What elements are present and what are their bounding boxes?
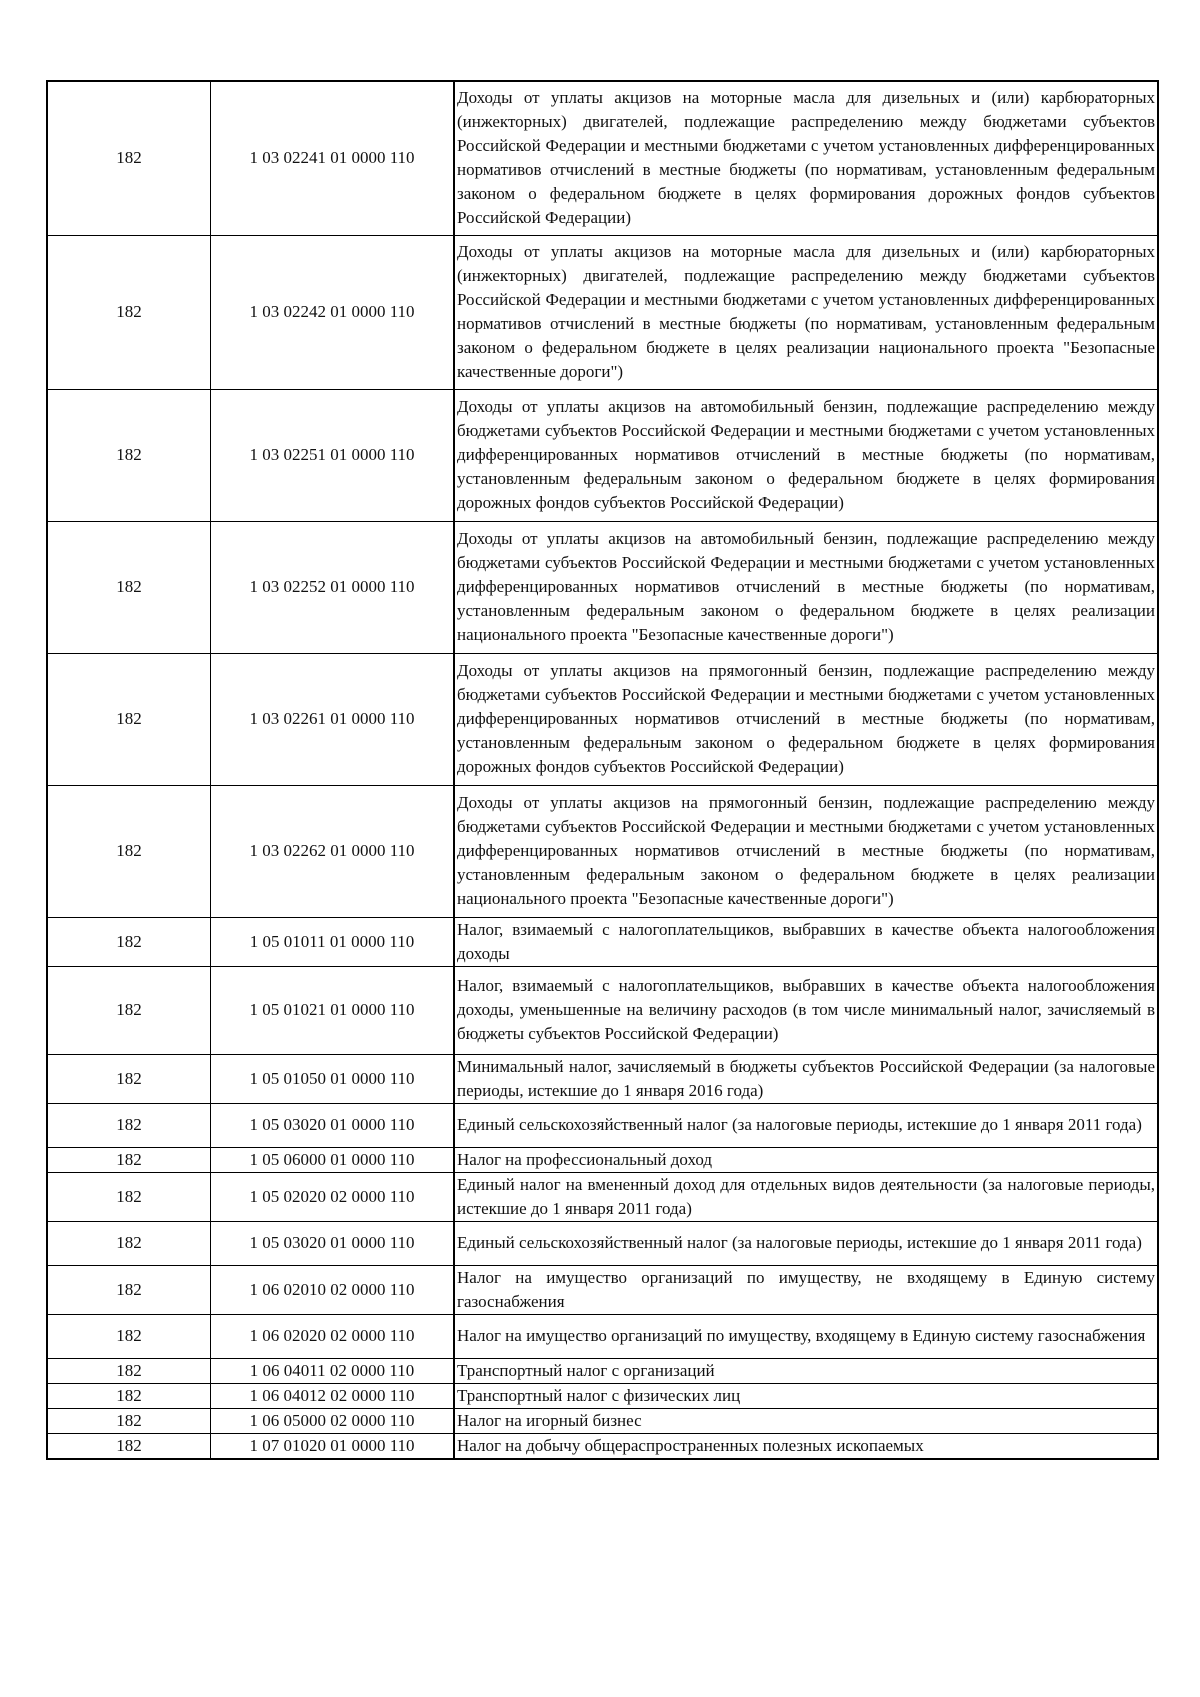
budget-code-cell: 1 05 02020 02 0000 110: [211, 1172, 455, 1221]
revenue-name-cell: Доходы от уплаты акцизов на автомобильный бензин, подлежащие распределению между бюджетами субъектов Российской Федерации и местными бюджетами с учетом установленных дифференцированных нормативов отчислений в местные бюджеты (по нормативам, установленным федеральным законом о федеральном бюджете в целях реализации национального проекта "Безопасные качественные дороги"): [454, 521, 1158, 653]
budget-code-cell: 1 03 02262 01 0000 110: [211, 785, 455, 917]
table-row: [47, 1221, 1158, 1265]
budget-code-cell: 1 06 04011 02 0000 110: [211, 1358, 455, 1383]
revenue-name-cell: Налог, взимаемый с налогоплательщиков, выбравших в качестве объекта налогообложения доходы: [454, 917, 1158, 966]
revenue-name-cell: Доходы от уплаты акцизов на прямогонный бензин, подлежащие распределению между бюджетами субъектов Российской Федерации и местными бюджетами с учетом установленных дифференцированных нормативов отчислений в местные бюджеты (по нормативам, установленным федеральным законом о федеральном бюджете в целях формирования дорожных фондов субъектов Российской Федерации): [454, 653, 1158, 785]
revenue-name-cell: Налог на добычу общераспространенных полезных ископаемых: [454, 1433, 1158, 1459]
admin-code-cell: 182: [47, 966, 211, 1054]
admin-code-cell: 182: [47, 1265, 211, 1314]
table-row: [47, 1147, 1158, 1172]
revenue-name-cell: Доходы от уплаты акцизов на прямогонный бензин, подлежащие распределению между бюджетами субъектов Российской Федерации и местными бюджетами с учетом установленных дифференцированных нормативов отчислений в местные бюджеты (по нормативам, установленным федеральным законом о федеральном бюджете в целях реализации национального проекта "Безопасные качественные дороги"): [454, 785, 1158, 917]
budget-code-cell: 1 05 03020 01 0000 110: [211, 1103, 455, 1147]
budget-code-cell: 1 07 01020 01 0000 110: [211, 1433, 455, 1459]
budget-code-cell: 1 05 01011 01 0000 110: [211, 917, 455, 966]
budget-code-cell: 1 03 02241 01 0000 110: [211, 81, 455, 235]
revenue-name-cell: Доходы от уплаты акцизов на моторные масла для дизельных и (или) карбюраторных (инжекторных) двигателей, подлежащие распределению между бюджетами субъектов Российской Федерации и местными бюджетами с учетом установленных дифференцированных нормативов отчислений в местные бюджеты (по нормативам, установленным федеральным законом о федеральном бюджете в целях реализации национального проекта "Безопасные качественные дороги"): [454, 235, 1158, 389]
budget-code-cell: 1 05 01021 01 0000 110: [211, 966, 455, 1054]
revenue-name-cell: Налог на профессиональный доход: [454, 1147, 1158, 1172]
table-row: [47, 389, 1158, 521]
revenue-name-cell: Доходы от уплаты акцизов на автомобильный бензин, подлежащие распределению между бюджетами субъектов Российской Федерации и местными бюджетами с учетом установленных дифференцированных нормативов отчислений в местные бюджеты (по нормативам, установленным федеральным законом о федеральном бюджете в целях формирования дорожных фондов субъектов Российской Федерации): [454, 389, 1158, 521]
table-row: [47, 235, 1158, 389]
table-row: [47, 1383, 1158, 1408]
budget-code-cell: 1 06 04012 02 0000 110: [211, 1383, 455, 1408]
revenue-name-cell: Единый налог на вмененный доход для отдельных видов деятельности (за налоговые периоды, истекшие до 1 января 2011 года): [454, 1172, 1158, 1221]
admin-code-cell: 182: [47, 1314, 211, 1358]
budget-code-cell: 1 05 06000 01 0000 110: [211, 1147, 455, 1172]
admin-code-cell: 182: [47, 1054, 211, 1103]
admin-code-cell: 182: [47, 785, 211, 917]
budget-code-cell: 1 06 02020 02 0000 110: [211, 1314, 455, 1358]
admin-code-cell: 182: [47, 1221, 211, 1265]
table-row: [47, 1358, 1158, 1383]
table-row: [47, 1054, 1158, 1103]
budget-code-cell: 1 06 02010 02 0000 110: [211, 1265, 455, 1314]
revenue-name-cell: Единый сельскохозяйственный налог (за налоговые периоды, истекшие до 1 января 2011 года): [454, 1103, 1158, 1147]
admin-code-cell: 182: [47, 1103, 211, 1147]
admin-code-cell: 182: [47, 653, 211, 785]
admin-code-cell: 182: [47, 917, 211, 966]
revenue-name-cell: Налог на имущество организаций по имуществу, не входящему в Единую систему газоснабжения: [454, 1265, 1158, 1314]
revenue-name-cell: Транспортный налог с организаций: [454, 1358, 1158, 1383]
revenue-name-cell: Налог на игорный бизнес: [454, 1408, 1158, 1433]
admin-code-cell: 182: [47, 521, 211, 653]
budget-code-cell: 1 03 02242 01 0000 110: [211, 235, 455, 389]
revenue-name-cell: Доходы от уплаты акцизов на моторные масла для дизельных и (или) карбюраторных (инжекторных) двигателей, подлежащие распределению между бюджетами субъектов Российской Федерации и местными бюджетами с учетом установленных дифференцированных нормативов отчислений в местные бюджеты (по нормативам, установленным федеральным законом о федеральном бюджете в целях формирования дорожных фондов субъектов Российской Федерации): [454, 81, 1158, 235]
table-row: [47, 1408, 1158, 1433]
admin-code-cell: 182: [47, 1383, 211, 1408]
revenue-name-cell: Налог, взимаемый с налогоплательщиков, выбравших в качестве объекта налогообложения доходы, уменьшенные на величину расходов (в том числе минимальный налог, зачисляемый в бюджеты субъектов Российской Федерации): [454, 966, 1158, 1054]
document-page: [46, 80, 1159, 1460]
revenue-codes-table: [46, 80, 1159, 1460]
budget-code-cell: 1 03 02251 01 0000 110: [211, 389, 455, 521]
revenue-name-cell: Налог на имущество организаций по имуществу, входящему в Единую систему газоснабжения: [454, 1314, 1158, 1358]
revenue-name-cell: Транспортный налог с физических лиц: [454, 1383, 1158, 1408]
table-row: [47, 785, 1158, 917]
admin-code-cell: 182: [47, 1358, 211, 1383]
table-row: [47, 1172, 1158, 1221]
table-row: [47, 1314, 1158, 1358]
budget-code-cell: 1 06 05000 02 0000 110: [211, 1408, 455, 1433]
budget-code-cell: 1 03 02252 01 0000 110: [211, 521, 455, 653]
revenue-name-cell: Минимальный налог, зачисляемый в бюджеты субъектов Российской Федерации (за налоговые периоды, истекшие до 1 января 2016 года): [454, 1054, 1158, 1103]
admin-code-cell: 182: [47, 81, 211, 235]
table-row: [47, 1433, 1158, 1459]
table-row: [47, 1103, 1158, 1147]
table-row: [47, 653, 1158, 785]
table-row: [47, 521, 1158, 653]
budget-code-cell: 1 05 01050 01 0000 110: [211, 1054, 455, 1103]
admin-code-cell: 182: [47, 389, 211, 521]
admin-code-cell: 182: [47, 1172, 211, 1221]
revenue-name-cell: Единый сельскохозяйственный налог (за налоговые периоды, истекшие до 1 января 2011 года): [454, 1221, 1158, 1265]
admin-code-cell: 182: [47, 1147, 211, 1172]
table-row: [47, 81, 1158, 235]
admin-code-cell: 182: [47, 1408, 211, 1433]
admin-code-cell: 182: [47, 1433, 211, 1459]
table-row: [47, 966, 1158, 1054]
table-row: [47, 917, 1158, 966]
table-row: [47, 1265, 1158, 1314]
admin-code-cell: 182: [47, 235, 211, 389]
budget-code-cell: 1 03 02261 01 0000 110: [211, 653, 455, 785]
table-body: [47, 81, 1158, 1459]
budget-code-cell: 1 05 03020 01 0000 110: [211, 1221, 455, 1265]
